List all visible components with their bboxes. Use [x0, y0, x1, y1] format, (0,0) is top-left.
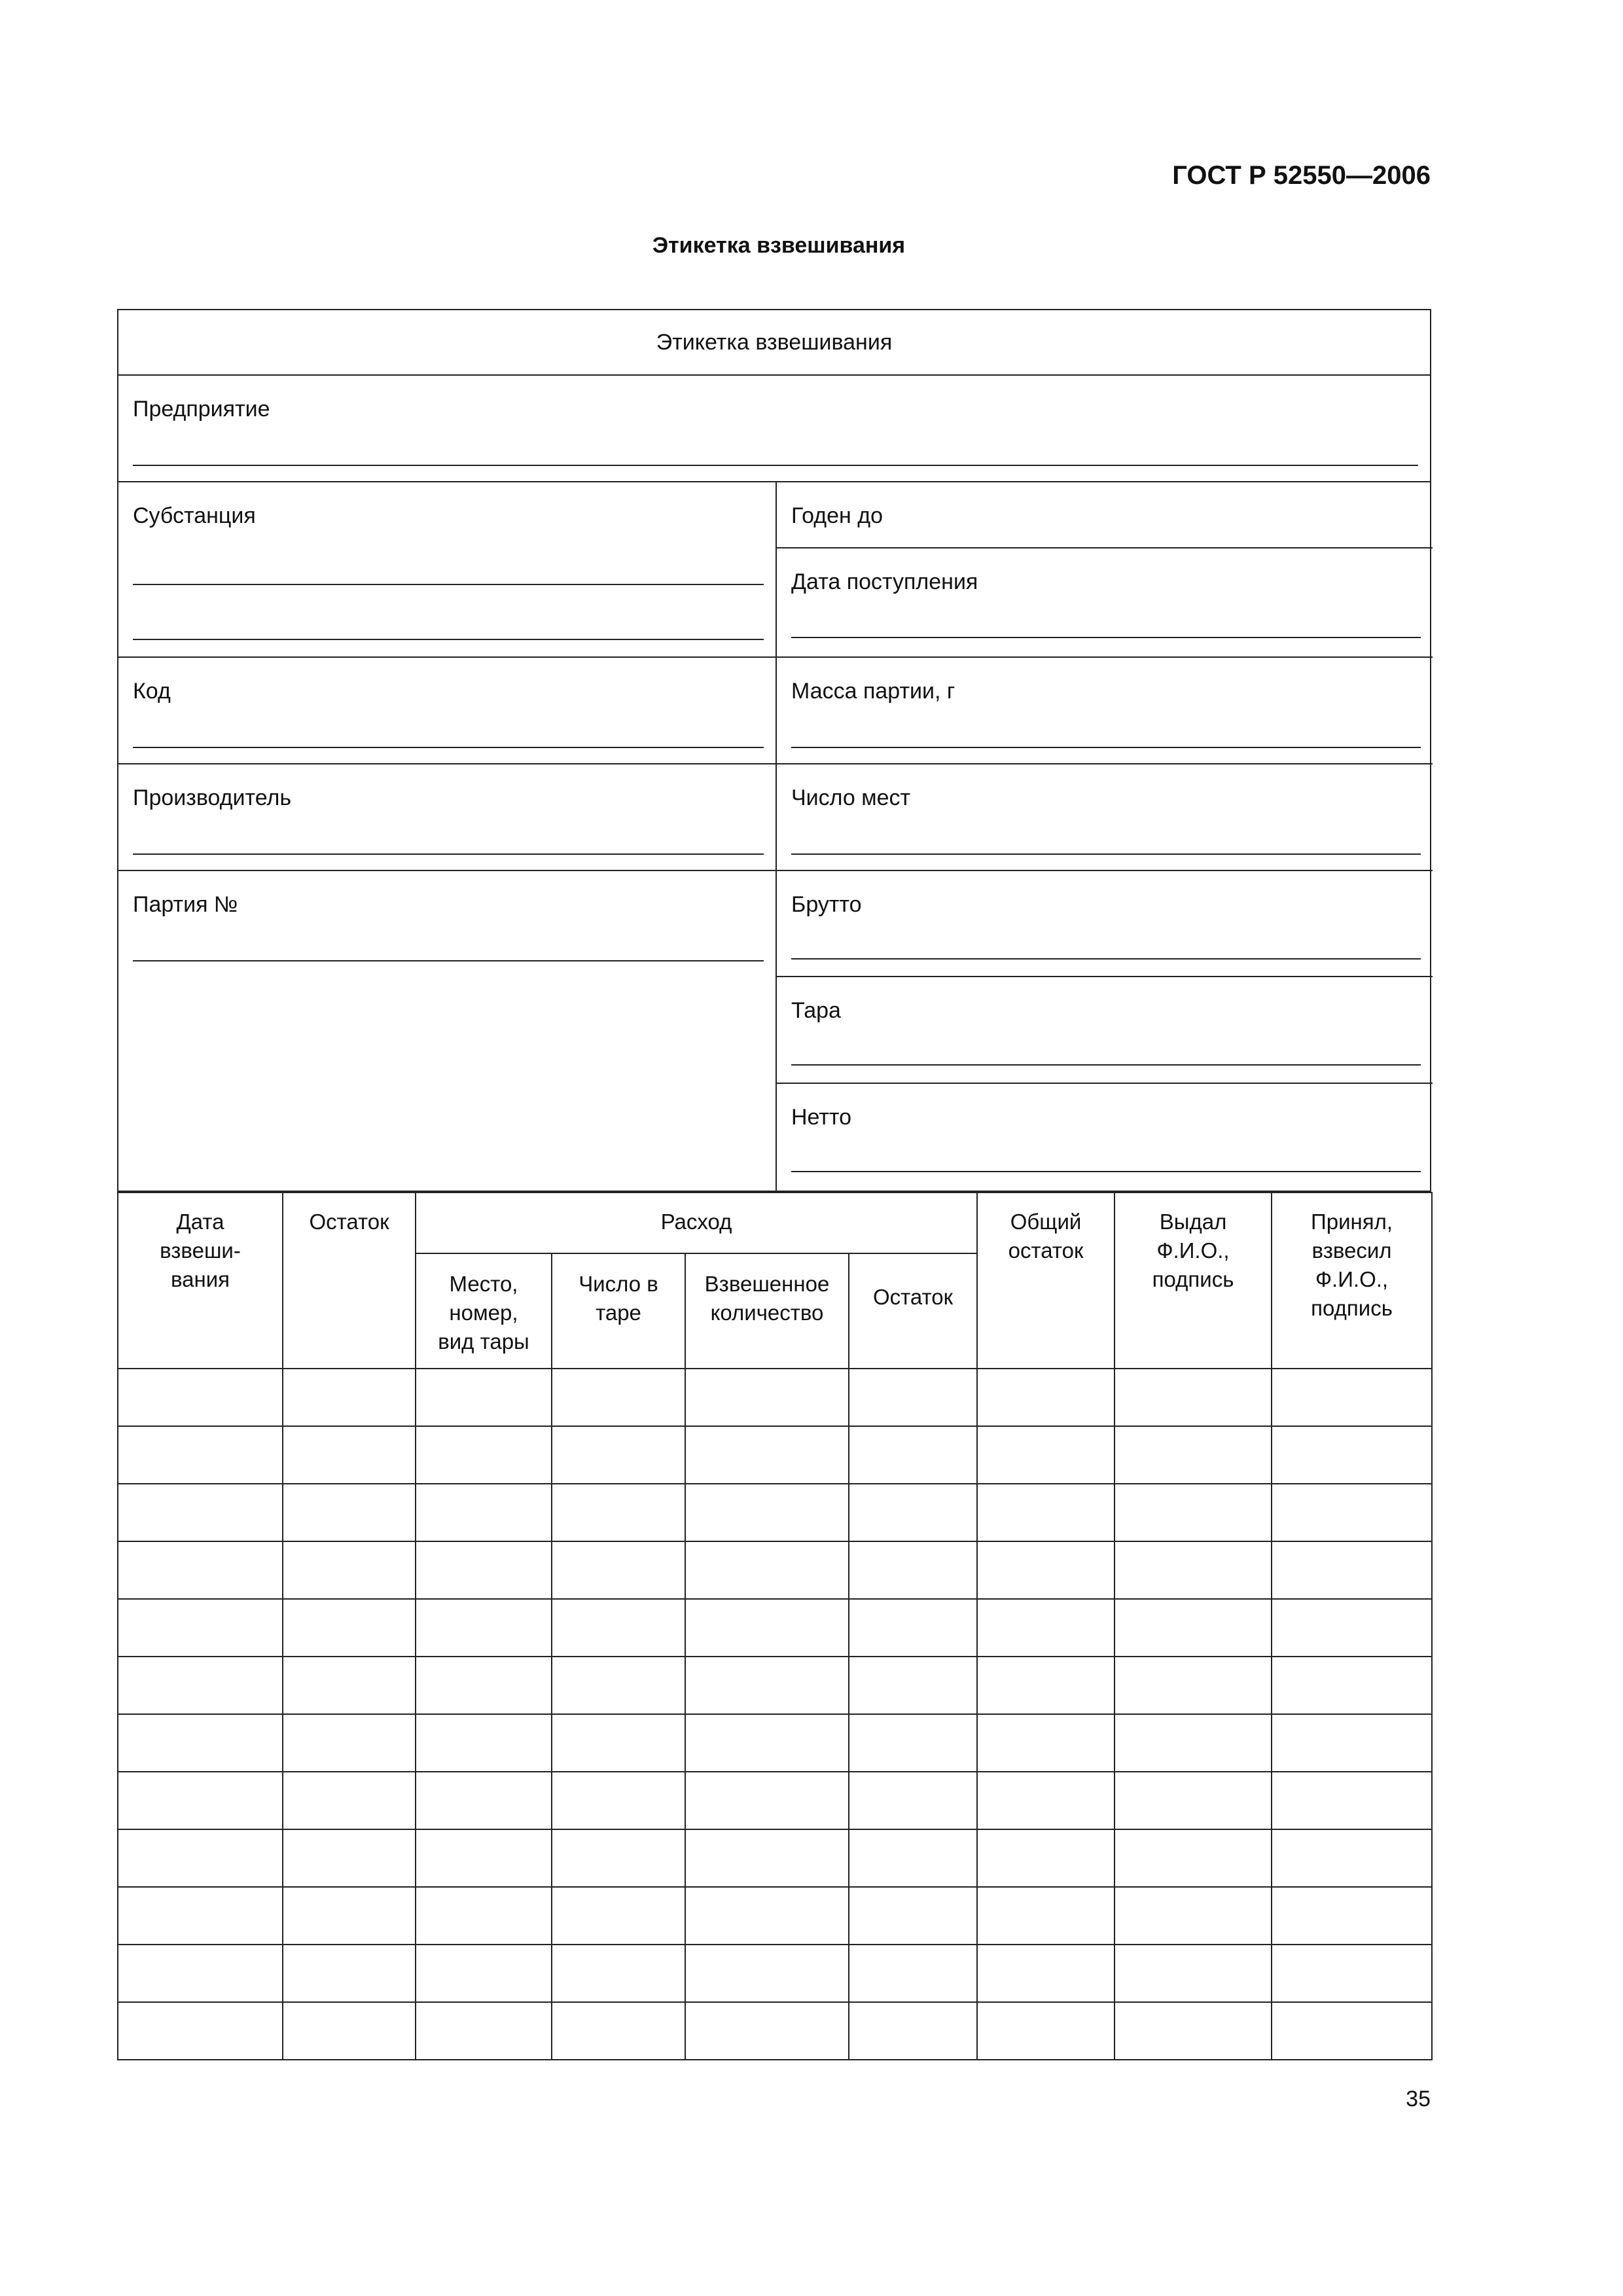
- table-cell[interactable]: [283, 1714, 416, 1772]
- batch-number-label: Партия №: [133, 892, 238, 917]
- table-cell[interactable]: [1272, 1657, 1432, 1714]
- expiry-field[interactable]: [776, 482, 1433, 548]
- batch-number-field[interactable]: [118, 871, 776, 1191]
- header-weighing-date: Дата взвеши- вания: [118, 1193, 283, 1369]
- table-cell[interactable]: [1115, 1426, 1272, 1484]
- table-cell[interactable]: [416, 1945, 552, 2002]
- table-cell[interactable]: [416, 1714, 552, 1772]
- table-cell[interactable]: [685, 2002, 849, 2060]
- table-cell[interactable]: [552, 1772, 685, 1829]
- packages-count-field[interactable]: [776, 764, 1433, 871]
- table-cell[interactable]: [977, 1599, 1115, 1657]
- table-cell[interactable]: [977, 1484, 1115, 1541]
- table-row: [118, 1657, 1432, 1714]
- table-cell[interactable]: [416, 1484, 552, 1541]
- expiry-label: Годен до: [791, 503, 883, 528]
- table-cell[interactable]: [283, 1772, 416, 1829]
- table-cell[interactable]: [118, 1541, 283, 1599]
- substance-field[interactable]: [118, 482, 776, 658]
- batch-number-line: [133, 960, 764, 961]
- table-cell[interactable]: [283, 1484, 416, 1541]
- page-number: 35: [1406, 2087, 1431, 2111]
- table-cell[interactable]: [849, 1714, 977, 1772]
- table-row: [118, 1426, 1432, 1484]
- net-line: [791, 1171, 1421, 1172]
- table-cell[interactable]: [849, 2002, 977, 2060]
- receipt-date-field[interactable]: [776, 548, 1433, 658]
- table-cell[interactable]: [685, 1714, 849, 1772]
- code-label: Код: [133, 679, 171, 704]
- table-cell[interactable]: [1272, 2002, 1432, 2060]
- tare-label: Тара: [791, 998, 841, 1023]
- table-cell[interactable]: [685, 1484, 849, 1541]
- table-cell[interactable]: [849, 1369, 977, 1426]
- table-cell[interactable]: [1115, 1369, 1272, 1426]
- table-cell[interactable]: [118, 1657, 283, 1714]
- table-cell[interactable]: [1115, 1599, 1272, 1657]
- table-cell[interactable]: [685, 1829, 849, 1887]
- table-cell[interactable]: [118, 1599, 283, 1657]
- net-label: Нетто: [791, 1105, 852, 1130]
- table-cell[interactable]: [552, 1369, 685, 1426]
- table-cell[interactable]: [283, 1599, 416, 1657]
- table-cell[interactable]: [118, 1484, 283, 1541]
- table-cell[interactable]: [552, 1541, 685, 1599]
- table-cell[interactable]: [977, 2002, 1115, 2060]
- table-cell[interactable]: [283, 2002, 416, 2060]
- table-cell[interactable]: [416, 1887, 552, 1945]
- table-row: [118, 1369, 1432, 1426]
- table-cell[interactable]: [118, 1945, 283, 2002]
- weighing-log-table: [117, 1192, 1433, 2060]
- table-cell[interactable]: [1272, 1945, 1432, 2002]
- packages-count-line: [791, 853, 1421, 855]
- table-cell[interactable]: [416, 1772, 552, 1829]
- receipt-date-label: Дата поступления: [791, 569, 978, 594]
- table-cell[interactable]: [118, 1829, 283, 1887]
- log-table-body: [118, 1369, 1432, 2060]
- table-cell[interactable]: [1115, 1945, 1272, 2002]
- code-field[interactable]: [118, 658, 776, 764]
- table-row: [118, 2002, 1432, 2060]
- table-cell[interactable]: [552, 1599, 685, 1657]
- table-cell[interactable]: [685, 1599, 849, 1657]
- table-cell[interactable]: [849, 1426, 977, 1484]
- table-cell[interactable]: [685, 1945, 849, 2002]
- batch-mass-label: Масса партии, г: [791, 679, 955, 704]
- code-line: [133, 747, 764, 748]
- table-cell[interactable]: [685, 1426, 849, 1484]
- table-row: [118, 1484, 1432, 1541]
- table-cell[interactable]: [416, 1369, 552, 1426]
- table-cell[interactable]: [283, 1369, 416, 1426]
- table-cell[interactable]: [1272, 1369, 1432, 1426]
- table-cell[interactable]: [977, 1426, 1115, 1484]
- header-issued: Выдал Ф.И.О., подпись: [1115, 1193, 1272, 1369]
- table-cell[interactable]: [552, 1829, 685, 1887]
- tare-field[interactable]: [776, 977, 1433, 1084]
- header-consumption: Расход: [416, 1193, 977, 1253]
- table-cell[interactable]: [1115, 1714, 1272, 1772]
- table-cell[interactable]: [685, 1541, 849, 1599]
- table-cell[interactable]: [1272, 1714, 1432, 1772]
- table-cell[interactable]: [849, 1541, 977, 1599]
- gross-label: Брутто: [791, 892, 862, 917]
- table-cell[interactable]: [552, 1484, 685, 1541]
- enterprise-label: Предприятие: [133, 397, 270, 422]
- header-place: Место, номер, вид тары: [416, 1253, 552, 1369]
- batch-mass-line: [791, 747, 1421, 748]
- substance-line-2: [133, 639, 764, 640]
- weighing-label-form: [117, 309, 1431, 1192]
- manufacturer-field[interactable]: [118, 764, 776, 871]
- table-cell[interactable]: [416, 1426, 552, 1484]
- table-cell[interactable]: [977, 1829, 1115, 1887]
- table-cell[interactable]: [1272, 1772, 1432, 1829]
- table-cell[interactable]: [1272, 1887, 1432, 1945]
- header-count-in-tare: Число в таре: [552, 1253, 685, 1369]
- table-cell[interactable]: [1272, 1426, 1432, 1484]
- table-cell[interactable]: [118, 1714, 283, 1772]
- table-cell[interactable]: [977, 1945, 1115, 2002]
- manufacturer-line: [133, 853, 764, 855]
- table-cell[interactable]: [1115, 1887, 1272, 1945]
- table-cell[interactable]: [552, 2002, 685, 2060]
- gross-line: [791, 958, 1421, 960]
- enterprise-line: [133, 465, 1418, 466]
- table-cell[interactable]: [118, 1887, 283, 1945]
- table-cell[interactable]: [118, 1369, 283, 1426]
- enterprise-field[interactable]: [118, 376, 1430, 482]
- table-cell[interactable]: [283, 1829, 416, 1887]
- table-cell[interactable]: [118, 1426, 283, 1484]
- table-cell[interactable]: [283, 1945, 416, 2002]
- table-cell[interactable]: [977, 1887, 1115, 1945]
- table-cell[interactable]: [552, 1426, 685, 1484]
- table-cell[interactable]: [416, 1541, 552, 1599]
- table-row: [118, 1772, 1432, 1829]
- substance-line-1: [133, 584, 764, 585]
- table-cell[interactable]: [977, 1369, 1115, 1426]
- table-row: [118, 1599, 1432, 1657]
- form-title: Этикетка взвешивания: [652, 233, 906, 258]
- table-cell[interactable]: [685, 1657, 849, 1714]
- table-cell[interactable]: [283, 1657, 416, 1714]
- table-cell[interactable]: [1115, 1484, 1272, 1541]
- table-cell[interactable]: [1115, 1541, 1272, 1599]
- header-received: Принял, взвесил Ф.И.О., подпись: [1272, 1193, 1432, 1369]
- table-cell[interactable]: [416, 2002, 552, 2060]
- tare-line: [791, 1064, 1421, 1066]
- table-cell[interactable]: [1272, 1599, 1432, 1657]
- table-cell[interactable]: [977, 1714, 1115, 1772]
- table-cell[interactable]: [283, 1426, 416, 1484]
- table-cell[interactable]: [118, 2002, 283, 2060]
- table-cell[interactable]: [1272, 1829, 1432, 1887]
- table-cell[interactable]: [1115, 1772, 1272, 1829]
- table-cell[interactable]: [849, 1887, 977, 1945]
- table-cell[interactable]: [685, 1887, 849, 1945]
- table-cell[interactable]: [552, 1887, 685, 1945]
- standard-code: ГОСТ Р 52550—2006: [1172, 161, 1431, 190]
- table-cell[interactable]: [552, 1714, 685, 1772]
- table-cell[interactable]: [283, 1541, 416, 1599]
- manufacturer-label: Производитель: [133, 785, 292, 810]
- gross-field[interactable]: [776, 871, 1433, 977]
- table-cell[interactable]: [416, 1599, 552, 1657]
- header-total-balance: Общий остаток: [977, 1193, 1115, 1369]
- header-weighed-qty: Взвешенное количество: [685, 1253, 849, 1369]
- table-cell[interactable]: [283, 1887, 416, 1945]
- table-cell[interactable]: [977, 1657, 1115, 1714]
- table-cell[interactable]: [685, 1369, 849, 1426]
- table-cell[interactable]: [685, 1772, 849, 1829]
- table-row: [118, 1945, 1432, 2002]
- table-row: [118, 1541, 1432, 1599]
- table-cell[interactable]: [1115, 1829, 1272, 1887]
- table-cell[interactable]: [977, 1772, 1115, 1829]
- batch-mass-field[interactable]: [776, 658, 1433, 764]
- table-row: [118, 1829, 1432, 1887]
- table-cell[interactable]: [416, 1657, 552, 1714]
- table-cell[interactable]: [552, 1657, 685, 1714]
- table-cell[interactable]: [849, 1484, 977, 1541]
- table-cell[interactable]: [1115, 1657, 1272, 1714]
- table-cell[interactable]: [118, 1772, 283, 1829]
- header-sub-balance: Остаток: [849, 1253, 977, 1369]
- table-cell[interactable]: [849, 1657, 977, 1714]
- receipt-date-line: [791, 637, 1421, 638]
- table-cell[interactable]: [1272, 1484, 1432, 1541]
- packages-count-label: Число мест: [791, 785, 911, 810]
- table-cell[interactable]: [849, 1772, 977, 1829]
- table-cell[interactable]: [849, 1599, 977, 1657]
- table-cell[interactable]: [849, 1829, 977, 1887]
- table-row: [118, 1714, 1432, 1772]
- table-cell[interactable]: [416, 1829, 552, 1887]
- substance-label: Субстанция: [133, 503, 256, 528]
- table-cell[interactable]: [849, 1945, 977, 2002]
- table-cell[interactable]: [552, 1945, 685, 2002]
- table-cell[interactable]: [1272, 1541, 1432, 1599]
- net-field[interactable]: [776, 1084, 1433, 1191]
- table-cell[interactable]: [1115, 2002, 1272, 2060]
- header-balance: Остаток: [283, 1193, 416, 1369]
- label-header: Этикетка взвешивания: [118, 310, 1430, 376]
- table-row: [118, 1887, 1432, 1945]
- table-cell[interactable]: [977, 1541, 1115, 1599]
